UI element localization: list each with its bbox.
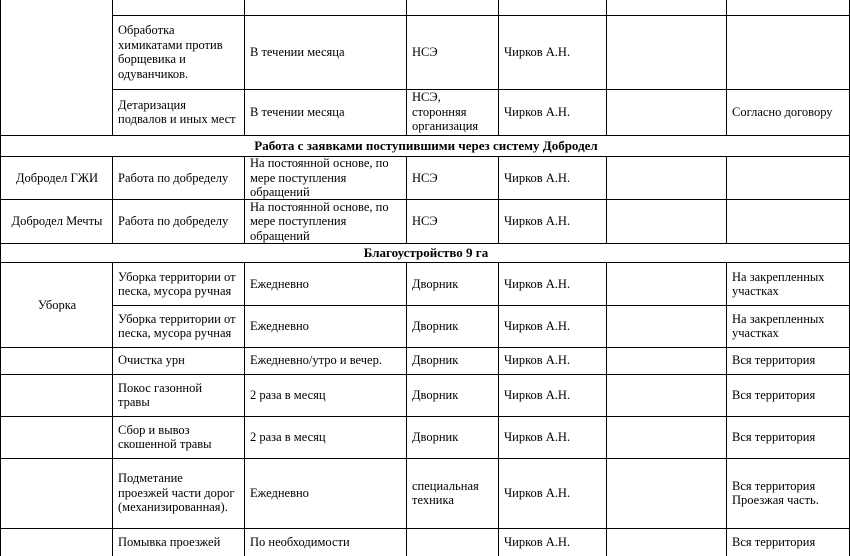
task-cell: Помывка проезжей: [118, 534, 221, 549]
responsible-cell: Чирков А.Н.: [504, 44, 571, 59]
executor-cell: Дворник: [412, 387, 459, 402]
responsible-cell: Чирков А.Н.: [504, 104, 571, 119]
grid-line: [606, 262, 607, 556]
period-cell: На постоянной основе, по мере поступления обращений: [250, 200, 389, 243]
executor-cell: НСЭ: [412, 214, 438, 229]
note-cell: Вся территория Проезжая часть.: [732, 478, 819, 507]
grid-line: [0, 135, 850, 136]
note-cell: Согласно договору: [732, 104, 833, 119]
period-cell: Ежедневно/утро и вечер.: [250, 353, 382, 368]
responsible-cell: Чирков А.Н.: [504, 318, 571, 333]
grid-line: [0, 528, 850, 529]
category-cell: Добродел Мечты: [11, 214, 103, 229]
task-cell: Покос газонной травы: [118, 380, 203, 409]
grid-line: [112, 15, 850, 16]
executor-cell: Дворник: [412, 429, 459, 444]
task-cell: Уборка территории от песка, мусора ручная: [118, 269, 236, 298]
period-cell: По необходимости: [250, 534, 350, 549]
grid-line: [606, 0, 607, 136]
executor-cell: Дворник: [412, 318, 459, 333]
responsible-cell: Чирков А.Н.: [504, 485, 571, 500]
executor-cell: Дворник: [412, 353, 459, 368]
grid-line: [112, 262, 113, 556]
grid-line: [726, 156, 727, 244]
period-cell: На постоянной основе, по мере поступления обращений: [250, 157, 389, 199]
grid-line: [112, 0, 113, 136]
grid-line: [726, 262, 727, 556]
responsible-cell: Чирков А.Н.: [504, 170, 571, 185]
period-cell: 2 раза в месяц: [250, 387, 326, 402]
task-cell: Работа по добределу: [118, 214, 229, 229]
grid-line: [606, 156, 607, 244]
task-cell: Обработка химикатами против борщевика и одуванчиков.: [118, 23, 223, 81]
note-cell: Вся территория: [732, 353, 816, 368]
note-cell: На закрепленных участках: [732, 269, 825, 298]
grid-line: [0, 416, 850, 417]
executor-cell: НСЭ, сторонняя организация: [412, 90, 479, 134]
grid-line: [0, 374, 850, 375]
executor-cell: Дворник: [412, 276, 459, 291]
category-cell: Уборка: [37, 297, 77, 312]
grid-line: [244, 262, 245, 556]
note-cell: На закрепленных участках: [732, 311, 825, 340]
grid-line: [498, 156, 499, 244]
period-cell: 2 раза в месяц: [250, 429, 326, 444]
responsible-cell: Чирков А.Н.: [504, 534, 571, 549]
grid-line: [406, 0, 407, 136]
grid-line: [406, 262, 407, 556]
category-cell: Добродел ГЖИ: [15, 170, 98, 185]
period-cell: В течении месяца: [250, 44, 345, 59]
grid-line: [112, 305, 850, 306]
grid-line: [0, 156, 850, 157]
grid-line: [0, 199, 850, 200]
period-cell: Ежедневно: [250, 318, 309, 333]
responsible-cell: Чирков А.Н.: [504, 276, 571, 291]
period-cell: В течении месяца: [250, 104, 345, 119]
grid-line: [498, 262, 499, 556]
responsible-cell: Чирков А.Н.: [504, 429, 571, 444]
grid-line: [112, 156, 113, 244]
period-cell: Ежедневно: [250, 276, 309, 291]
grid-line: [406, 156, 407, 244]
task-cell: Уборка территории от песка, мусора ручная: [118, 311, 236, 340]
grid-line: [0, 347, 850, 348]
note-cell: Вся территория: [732, 387, 816, 402]
executor-cell: НСЭ: [412, 170, 438, 185]
grid-line: [0, 262, 850, 263]
grid-line: [0, 243, 850, 244]
task-cell: Сбор и вывоз скошенной травы: [118, 422, 212, 451]
note-cell: Вся территория: [732, 534, 816, 549]
grid-line: [244, 156, 245, 244]
section-header-blagoustroystvo: Благоустройство 9 га: [363, 244, 489, 260]
grid-line: [244, 0, 245, 136]
grid-line: [0, 0, 1, 556]
task-cell: Детаризация подвалов и иных мест: [118, 97, 236, 126]
executor-cell: НСЭ: [412, 44, 438, 59]
grid-line: [498, 0, 499, 136]
task-cell: Очистка урн: [118, 353, 185, 368]
responsible-cell: Чирков А.Н.: [504, 353, 571, 368]
section-header-dobrodel: Работа с заявками поступившими через систему Добродел: [254, 137, 598, 153]
grid-line: [112, 89, 850, 90]
task-cell: Подметание проезжей части дорог (механизированная).: [118, 471, 235, 515]
grid-line: [0, 458, 850, 459]
responsible-cell: Чирков А.Н.: [504, 214, 571, 229]
period-cell: Ежедневно: [250, 485, 309, 500]
note-cell: Вся территория: [732, 429, 816, 444]
task-cell: Работа по добределу: [118, 170, 229, 185]
executor-cell: специальная техника: [412, 478, 479, 507]
responsible-cell: Чирков А.Н.: [504, 387, 571, 402]
grid-line: [726, 0, 727, 136]
